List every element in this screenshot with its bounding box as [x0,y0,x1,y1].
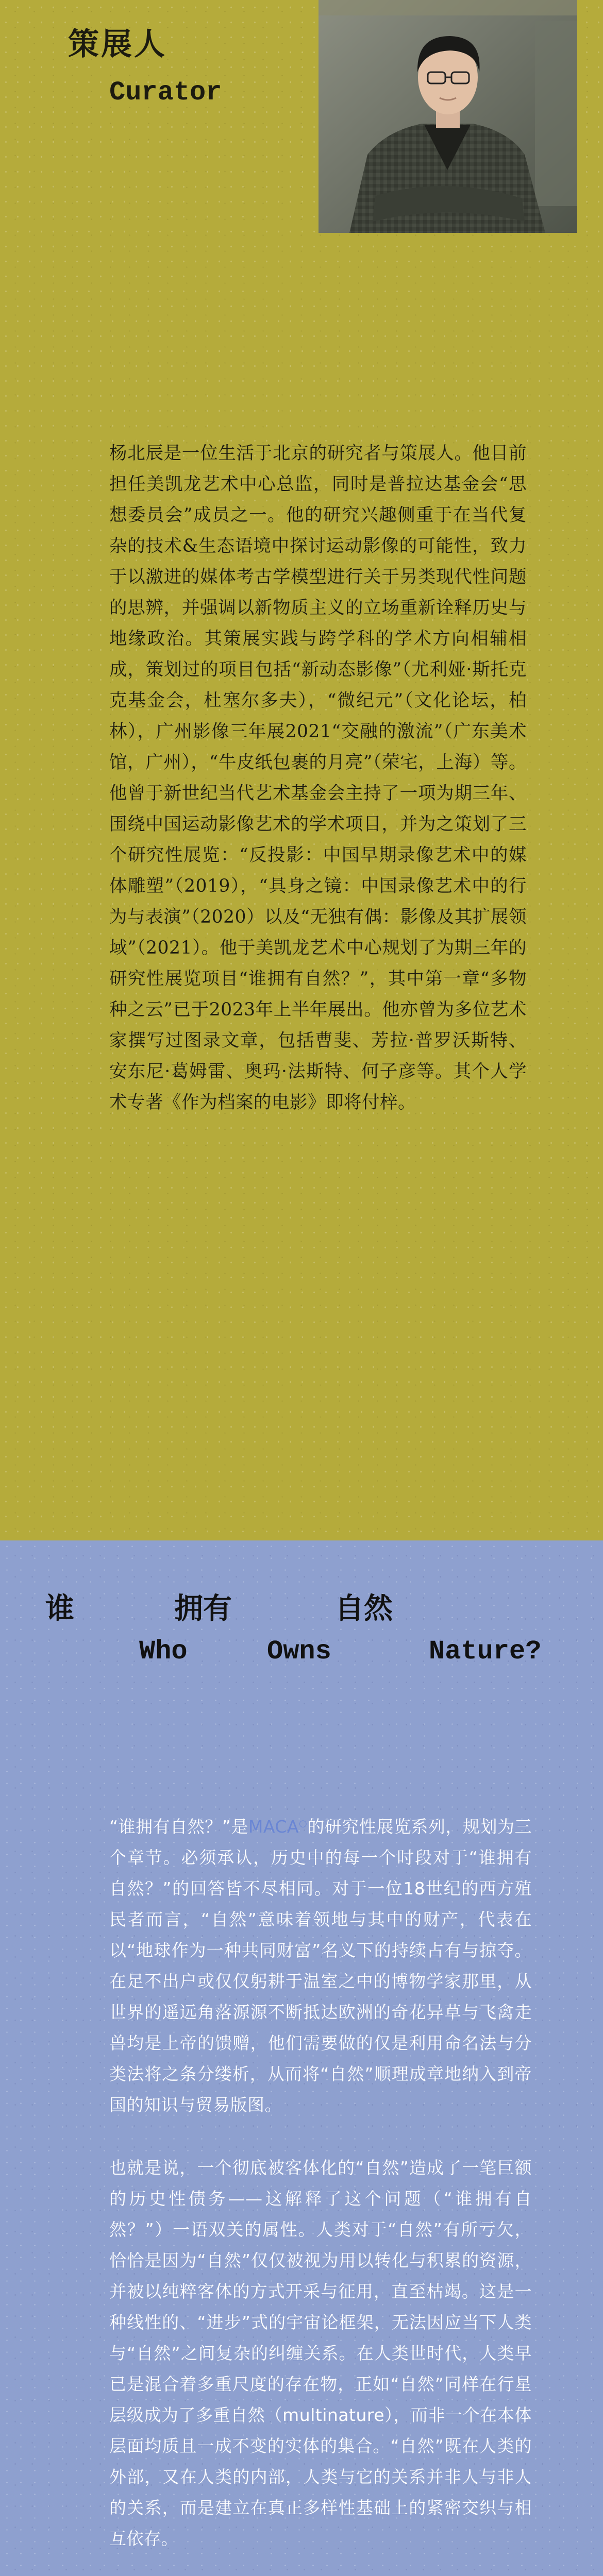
curator-portrait [319,0,577,233]
curator-heading-cn: 策展人 [68,26,167,62]
nature-heading-en-word-3: Nature? [429,1636,542,1667]
maca-logo-text: MACA [248,1817,299,1837]
nature-heading-cn-word-3: 自然 [335,1591,393,1625]
nature-heading-cn-word-2: 拥有 [174,1591,232,1625]
curator-portrait-image [319,0,577,233]
nature-paragraph-1-rest: 的研究性展览系列，规划为三个章节。必须承认，历史中的每一个时段对于“谁拥有自然？”的回答皆不尽相同。对于一位18世纪的西方殖民者而言，“自然”意味着领地与其中的财产，代表在以“地球作为一种共同财富”名义下的持续占有与掠夺。在足不出户或仅仅躬耕于温室之中的博物学家那里，从世界的遥远角落源源不断抵达欧洲的奇花异草与飞禽走兽均是上帝的馈赠，他们需要做的仅是利用命名法与分类法将之条分缕析，从而将“自然”顺理成章地纳入到帝国的知识与贸易版图。 [109,1817,532,2115]
nature-paragraph-2: 也就是说，一个彻底被客体化的“自然”造成了一笔巨额的历史性债务——这解释了这个问题（“谁拥有自然？”）一语双关的属性。人类对于“自然”有所亏欠，恰恰是因为“自然”仅仅被视为用以转化与积累的资源，并被以纯粹客体的方式开采与征用，直至枯竭。这是一种线性的、“进步”式的宇宙论框架，无法因应当下人类与“自然”之间复杂的纠缠关系。在人类世时代，人类早已是混合着多重尺度的存在物，正如“自然”同样在行星层级成为了多重自然（multinature），而非一个在本体层面均质且一成不变的实体的集合。“自然”既在人类的外部，又在人类的内部，人类与它的关系并非人与非人的关系，而是建立在真正多样性基础上的紧密交织与相互依存。 [109,2158,532,2549]
nature-heading-en-word-1: Who [139,1636,188,1667]
curator-bio: 杨北辰是一位生活于北京的研究者与策展人。他目前担任美凯龙艺术中心总监，同时是普拉达基金会“思想委员会”成员之一。他的研究兴趣侧重于在当代复杂的技术&生态语境中探讨运动影像的可能性，致力于以激进的媒体考古学模型进行关于另类现代性问题的思辨，并强调以新物质主义的立场重新诠释历史与地缘政治。其策展实践与跨学科的学术方向相辅相成，策划过的项目包括“新动态影像”（尤利娅·斯托克克基金会，杜塞尔多夫），“微纪元”（文化论坛，柏林），广州影像三年展2021“交融的激流”（广东美术馆，广州），“牛皮纸包裹的月亮”（荣宅，上海）等。他曾于新世纪当代艺术基金会主持了一项为期三年、围绕中国运动影像艺术的学术项目，并为之策划了三个研究性展览：“反投影：中国早期录像艺术中的媒体雕塑”（2019），“具身之镜：中国录像艺术中的行为与表演”（2020）以及“无独有偶：影像及其扩展领域”（2021）。他于美凯龙艺术中心规划了为期三年的研究性展览项目“谁拥有自然？”，其中第一章“多物种之云”已于2023年上半年展出。他亦曾为多位艺术家撰写过图录文章，包括曹斐、芳拉·普罗沃斯特、安东尼·葛姆雷、奥玛·法斯特、何子彦等。其个人学术专著《作为档案的电影》即将付梓。 [109,443,527,1113]
maca-logo-mark: ○ [298,1818,308,1829]
nature-paragraph-1-open: “谁拥有自然？”是 [109,1817,248,1837]
nature-paragraph-1 [109,1808,532,2121]
curator-heading-en: Curator [109,77,222,108]
maca-logo [248,1817,307,1837]
nature-body [109,1808,532,2576]
nature-heading-en-word-2: Owns [267,1636,331,1667]
nature-section [0,1540,603,2576]
nature-heading-cn-word-1: 谁 [45,1591,74,1625]
